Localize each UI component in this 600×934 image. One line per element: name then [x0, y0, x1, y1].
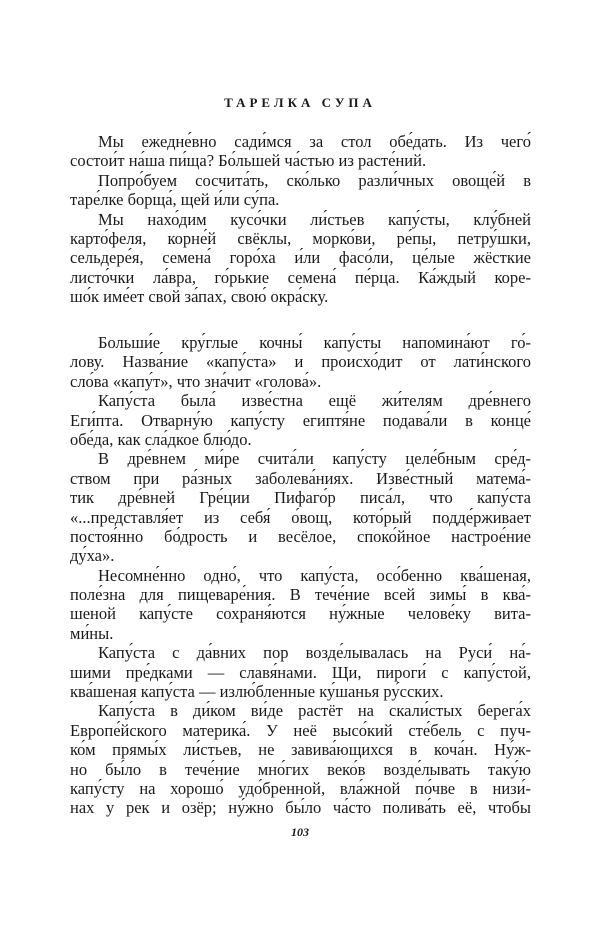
text-line: тик дре́вней Гре́ции Пифаго́р писа́л, что капу́ста [70, 488, 531, 508]
text-section-2 [70, 333, 531, 818]
text-line: сельдере́я, семена́ горо́ха и́ли фасо́ли, це́лые жёсткие [70, 248, 531, 268]
text-line: поле́зна для пищеваре́ния. В тече́ние всей зимы́ в ква́- [70, 585, 531, 605]
text-line: шо́к име́ет свой за́пах, свою́ окра́ску. [70, 287, 329, 307]
paragraph [70, 333, 531, 391]
text-line: обе́да, как сла́дкое блю́до. [70, 429, 252, 449]
chapter-title: ТАРЕЛКА СУПА [224, 95, 376, 110]
text-line: Несомне́нно одно́, что капу́ста, осо́бенно ква́шеная, [98, 565, 531, 585]
page-number: 103 [291, 825, 309, 839]
text-section-1 [70, 132, 531, 307]
text-line: Капу́ста с да́вних пор возде́лывалась на Руси́ на́- [98, 643, 531, 663]
text-line: «...представля́ет из себя́ о́вощ, кото́рый подде́рживает [70, 507, 531, 527]
paragraph [70, 566, 531, 644]
text-line: но бы́ло в тече́ние мно́гих веко́в возде́лывать таку́ю [70, 759, 531, 779]
paragraph [70, 210, 531, 307]
text-line: таре́лке борща́, щей и́ли су́па. [70, 190, 280, 210]
text-line: лову. Назва́ние «капу́ста» и происхо́дит от лати́нского [70, 352, 531, 372]
paragraph [70, 132, 531, 171]
text-line: сло́ва «капу́т», что зна́чит «голова́». [70, 371, 322, 391]
text-line: Попро́буем сосчита́ть, ско́лько разли́чных овоще́й в [98, 170, 531, 190]
text-line: В дре́внем ми́ре счита́ли капу́сту целе́бным сре́д- [98, 449, 531, 469]
text-line: ду́ха». [70, 546, 115, 566]
text-line: ква́шеная капу́ста — излю́бленные ку́шанья ру́сских. [70, 682, 444, 702]
text-line: ством при ра́зных заболева́ниях. Изве́стный матема́- [70, 468, 531, 488]
text-line: Капу́ста в ди́ком ви́де растёт на скали́стых берега́х [98, 701, 531, 721]
text-line: состои́т на́ша пи́ща? Бо́льшей ча́стью из расте́ний. [70, 151, 427, 171]
text-line: капу́сту на хорошо́ удо́бренной, вла́жной по́чве в низи́- [70, 778, 531, 798]
paragraph [70, 391, 531, 449]
text-line: шими пре́дками — славя́нами. Щи, пироги́ с капу́стой, [70, 662, 531, 682]
text-line: листо́чки ла́вра, го́рькие семена́ пе́рца. Ка́ждый коре- [70, 267, 531, 287]
text-line: нах у рек и озёр; ну́жно бы́ло ча́сто полива́ть её, чтобы [70, 798, 531, 818]
text-line: шеной капу́сте сохраня́ются ну́жные челове́ку вита- [70, 604, 531, 624]
text-line: постоя́нно бо́дрость и весёлое, споко́йное настрое́ние [70, 526, 531, 546]
text-line: ко́м прямы́х ли́стьев, не завива́ющихся в коча́н. Ну́ж- [70, 740, 531, 760]
text-line: Больши́е кру́глые кочны́ капу́сты напомина́ют го́- [98, 333, 531, 352]
text-line: Мы ежедне́вно сади́мся за стол обе́дать. Из чего́ [98, 132, 531, 151]
text-line: карто́феля, корне́й свёклы, морко́ви, ре́пы, петру́шки, [70, 228, 531, 248]
text-line: Европе́йского материка́. У неё высо́кий сте́бель с пуч- [70, 720, 531, 740]
paragraph [70, 701, 531, 817]
paragraph [70, 171, 531, 210]
paragraph [70, 643, 531, 701]
paragraph [70, 449, 531, 565]
text-line: ми́ны. [70, 623, 114, 643]
text-line: Капу́ста была́ изве́стна ещё жи́телям дре́внего [98, 391, 531, 411]
text-line: Мы нахо́дим кусо́чки ли́стьев капу́сты, клу́бней [98, 209, 531, 229]
text-line: Еги́пта. Отварну́ю капу́сту египтя́не подава́ли в конце́ [70, 410, 531, 430]
